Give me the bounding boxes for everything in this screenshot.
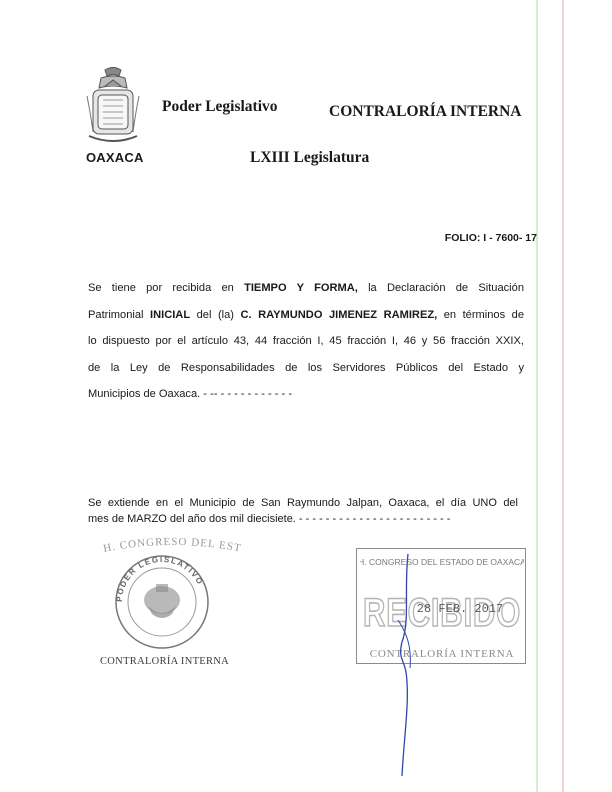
legislature-title: LXIII Legislatura: [250, 149, 370, 166]
office-title: CONTRALORÍA INTERNA: [329, 103, 522, 120]
paragraph-line-1: Se tiene por recibida en TIEMPO Y FORMA, la Declaración de Situación: [88, 282, 524, 294]
stamp-caption: CONTRALORÍA INTERNA: [369, 648, 515, 660]
svg-text:H. CONGRESO DEL ESTADO: [92, 536, 242, 555]
paragraph-line-4: de la Ley de Responsabilidades de los Servidores Públicos del Estado y: [88, 361, 524, 374]
paragraph-line-2: Patrimonial INICIAL del (la) C. RAYMUNDO JIMENEZ RAMIREZ, en términos de: [88, 308, 525, 321]
folio-number: FOLIO: I - 7600- 17: [444, 232, 537, 244]
closing-line-1: Se extiende en el Municipio de San Raymundo Jalpan, Oaxaca, el día UNO del: [88, 497, 518, 509]
seal-top-text: H. CONGRESO DEL EST: [102, 536, 242, 555]
stamp-big-word: RECIBIDO: [363, 591, 521, 635]
org-name-oaxaca: OAXACA: [86, 150, 144, 165]
stamp-date: 28 FEB. 2017: [416, 602, 504, 616]
oaxaca-coat-of-arms-logo: [83, 66, 143, 148]
seal-circle-text: PODER LEGISLATIVO: [114, 554, 205, 603]
scan-edge-pink: [562, 0, 564, 792]
pen-signature: [380, 550, 440, 780]
declaration-paragraph: [88, 275, 524, 408]
stamp-top-text: H. CONGRESO DEL ESTADO DE OAXACA: [360, 557, 524, 567]
closing-line-2: mes de MARZO del año dos mil diecisiete. - - - - - - - - - - - - - - - - - - - - - - -: [88, 513, 451, 525]
closing-paragraph: [88, 495, 518, 527]
left-stamp-caption: CONTRALORÍA INTERNA: [100, 656, 230, 667]
paragraph-line-3: lo dispuesto por el artículo 43, 44 fracción I, 45 fracción I, 46 y 56 fracción XXIX,: [88, 335, 524, 347]
congress-round-seal: [92, 536, 252, 656]
scan-edge-green: [536, 0, 538, 792]
paragraph-line-5: Municipios de Oaxaca. - -- - - - - - - - - - - -: [88, 388, 293, 400]
branch-title: Poder Legislativo: [162, 98, 278, 115]
